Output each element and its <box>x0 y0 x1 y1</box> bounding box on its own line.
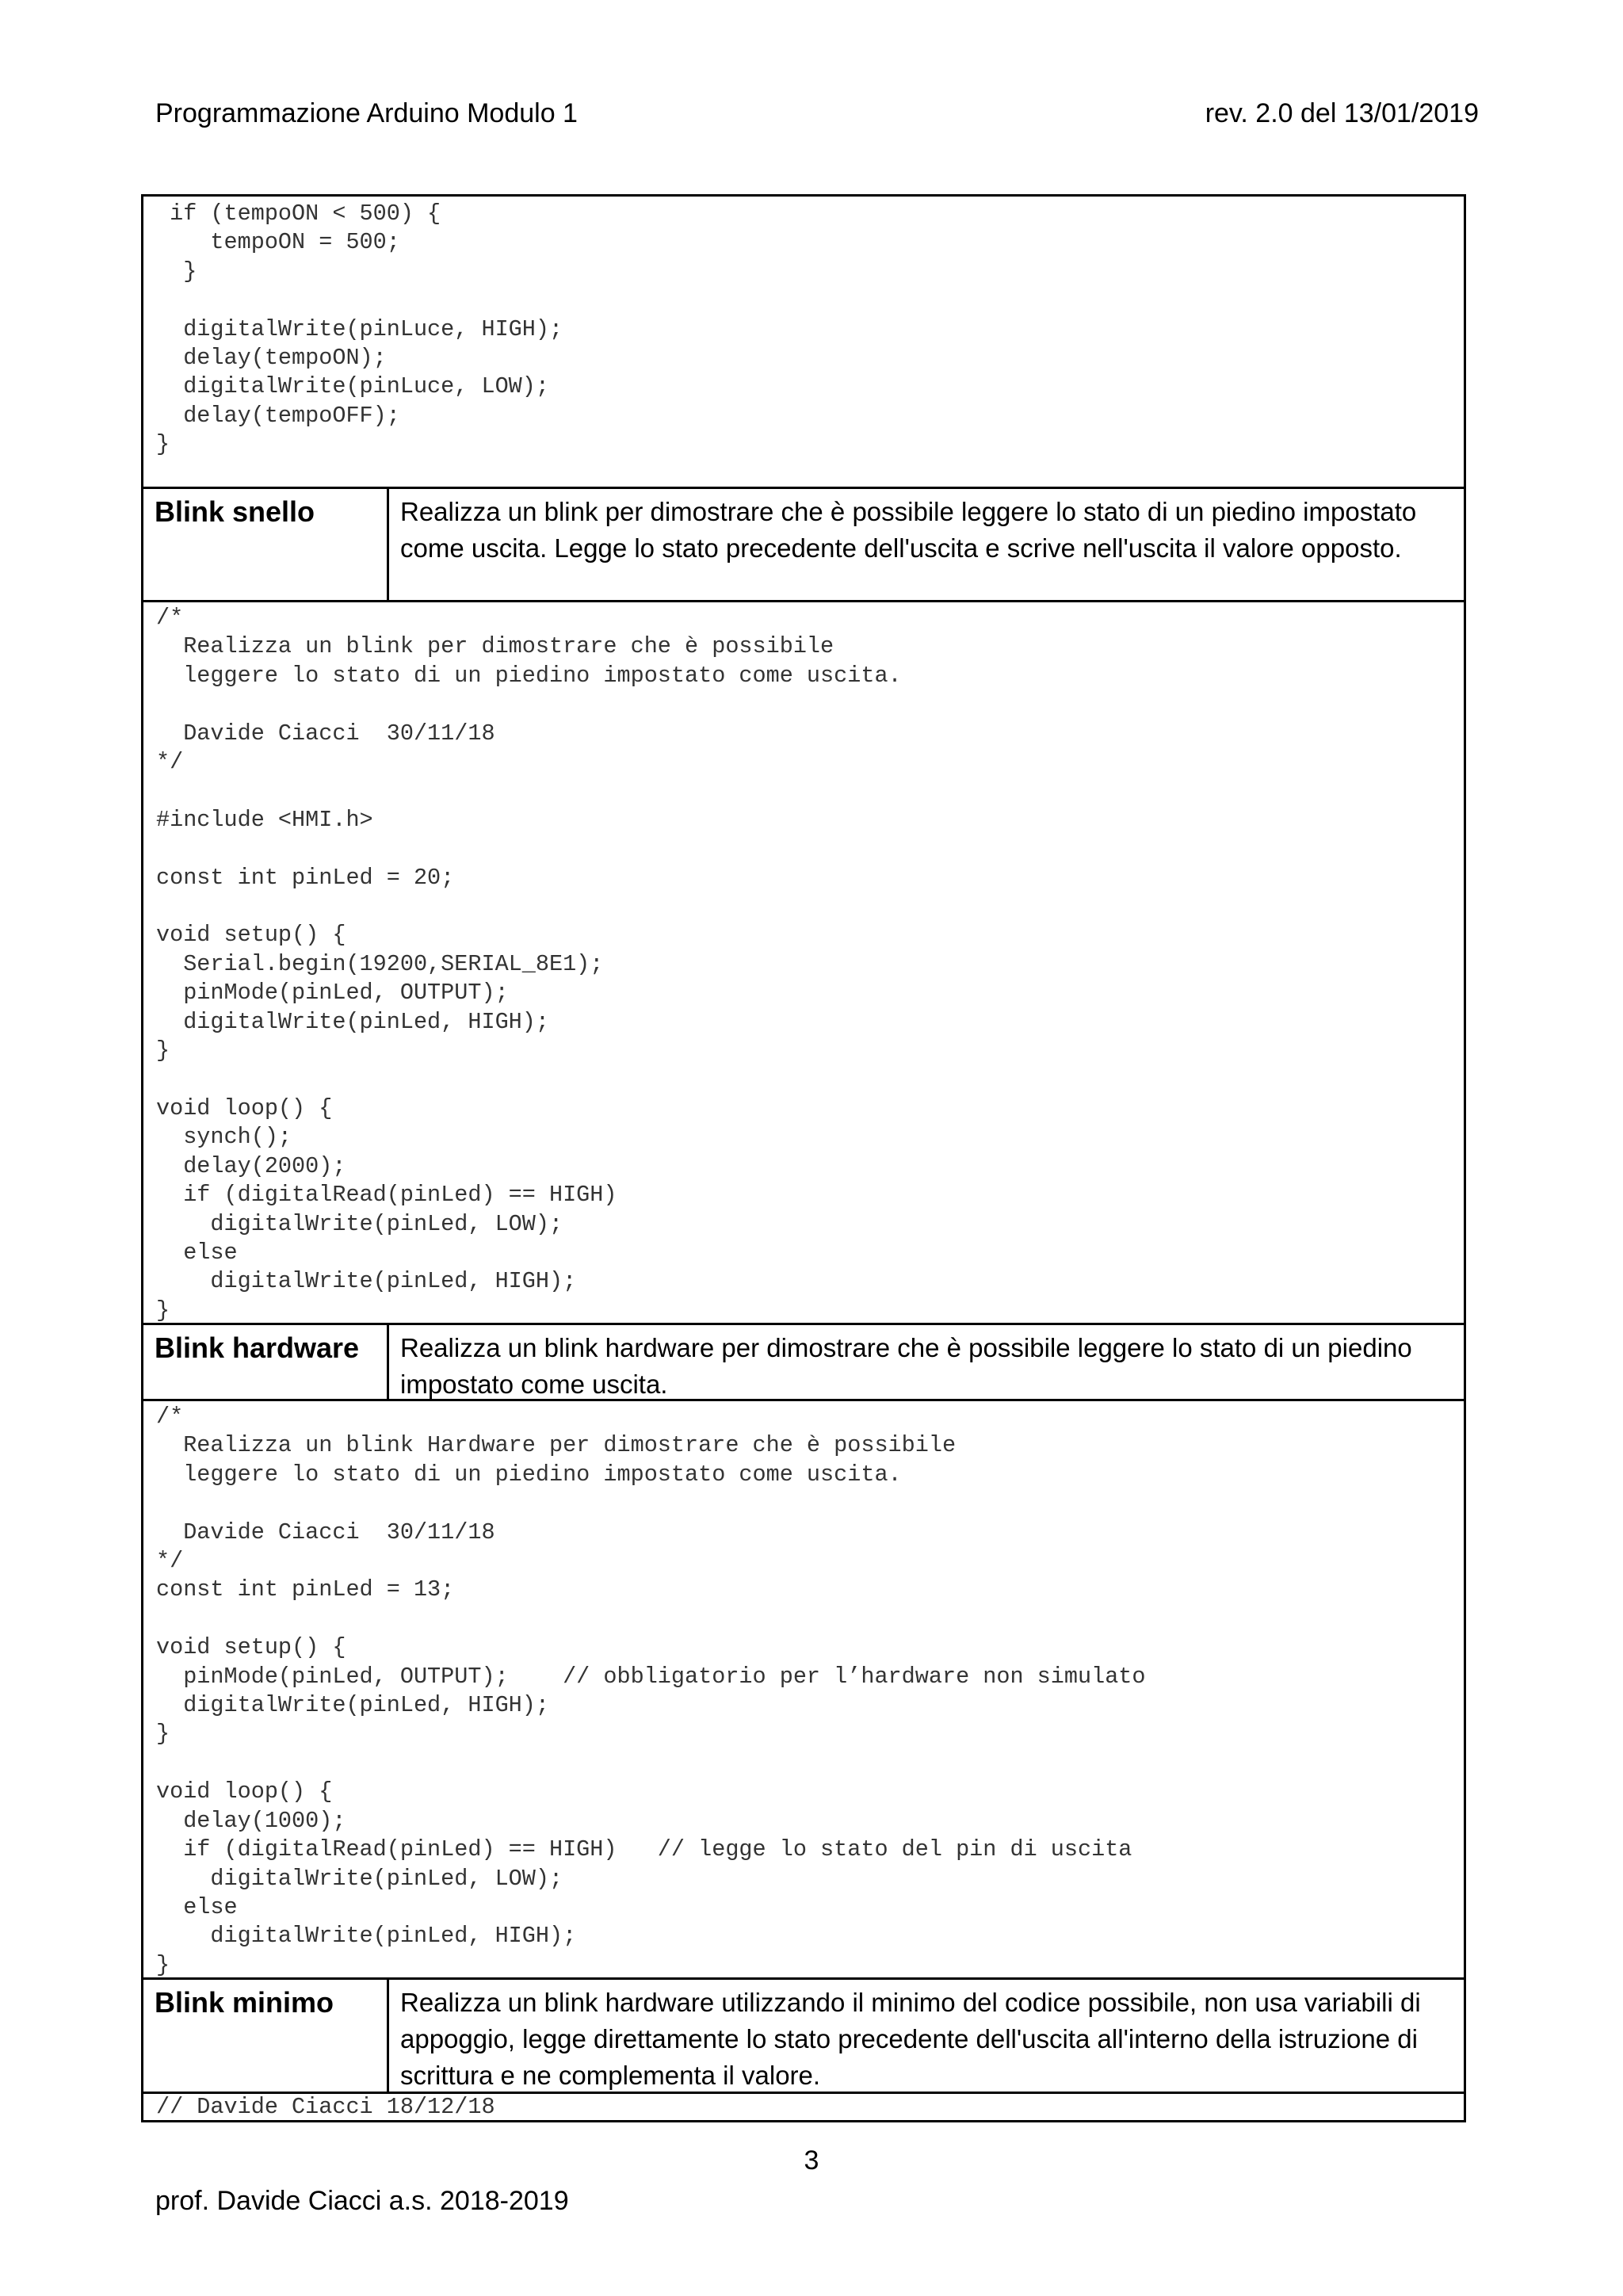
section-title: Blink minimo <box>143 1980 389 2092</box>
code-text: /* Realizza un blink per dimostrare che è possibile leggere lo stato di un piedino impostato come uscita. Davide Ciacci 30/11/18 */ #include <HMI.h> const int pinLed = 20; void setup() { Serial.begin(19200,SERIAL_8E1); pinMode(pinLed, OUTPUT); digitalWrite(pinLed, HIGH); } void loop() { synch(); delay(2000); if (digitalRead(pinLed) == HIGH) digitalWrite(pinLed, LOW); else digitalWrite(pinLed, HIGH); } <box>156 605 902 1324</box>
section-title: Blink snello <box>143 489 389 600</box>
code-block-blink-minimo <box>143 2092 1464 2120</box>
section-description: Realizza un blink per dimostrare che è possibile leggere lo stato di un piedino impostato come uscita. Legge lo stato precedente dell'uscita e scrive nell'uscita il valore opposto. <box>400 497 1417 563</box>
section-blink-minimo <box>143 1977 1464 2092</box>
section-blink-hardware <box>143 1323 1464 1399</box>
header-title: Programmazione Arduino Modulo 1 <box>155 98 578 128</box>
section-blink-snello <box>143 487 1464 600</box>
section-description: Realizza un blink hardware per dimostrare che è possibile leggere lo stato di un piedino impostato come uscita. <box>400 1333 1412 1399</box>
code-table <box>141 194 1466 2122</box>
code-text: if (tempoON < 500) { tempoON = 500; } digitalWrite(pinLuce, HIGH); delay(tempoON); digitalWrite(pinLuce, LOW); delay(tempoOFF); } <box>156 201 563 458</box>
code-block-continuation <box>143 197 1464 487</box>
footer-author: prof. Davide Ciacci a.s. 2018-2019 <box>155 2186 569 2216</box>
page-number: 3 <box>804 2145 819 2176</box>
code-text: // Davide Ciacci 18/12/18 <box>156 2094 495 2120</box>
code-block-blink-hardware <box>143 1399 1464 1977</box>
section-description: Realizza un blink hardware utilizzando il minimo del codice possibile, non usa variabili di appoggio, legge direttamente lo stato precedente dell'uscita all'interno della istruzione di scrittura e ne complementa il valore. <box>400 1988 1421 2090</box>
code-block-blink-snello <box>143 600 1464 1323</box>
code-text: /* Realizza un blink Hardware per dimostrare che è possibile leggere lo stato di un piedino impostato come uscita. Davide Ciacci 30/11/18 */ const int pinLed = 13; void setup() { pinMode(pinLed, OUTPUT); // obbligatorio per l’hardware non simulato digitalWrite(pinLed, HIGH); } void loop() { delay(1000); if (digitalRead(pinLed) == HIGH) // legge lo stato del pin di uscita digitalWrite(pinLed, LOW); else digitalWrite(pinLed, HIGH); } <box>156 1404 1146 1978</box>
section-title: Blink hardware <box>143 1325 389 1399</box>
header-revision: rev. 2.0 del 13/01/2019 <box>1205 98 1479 128</box>
